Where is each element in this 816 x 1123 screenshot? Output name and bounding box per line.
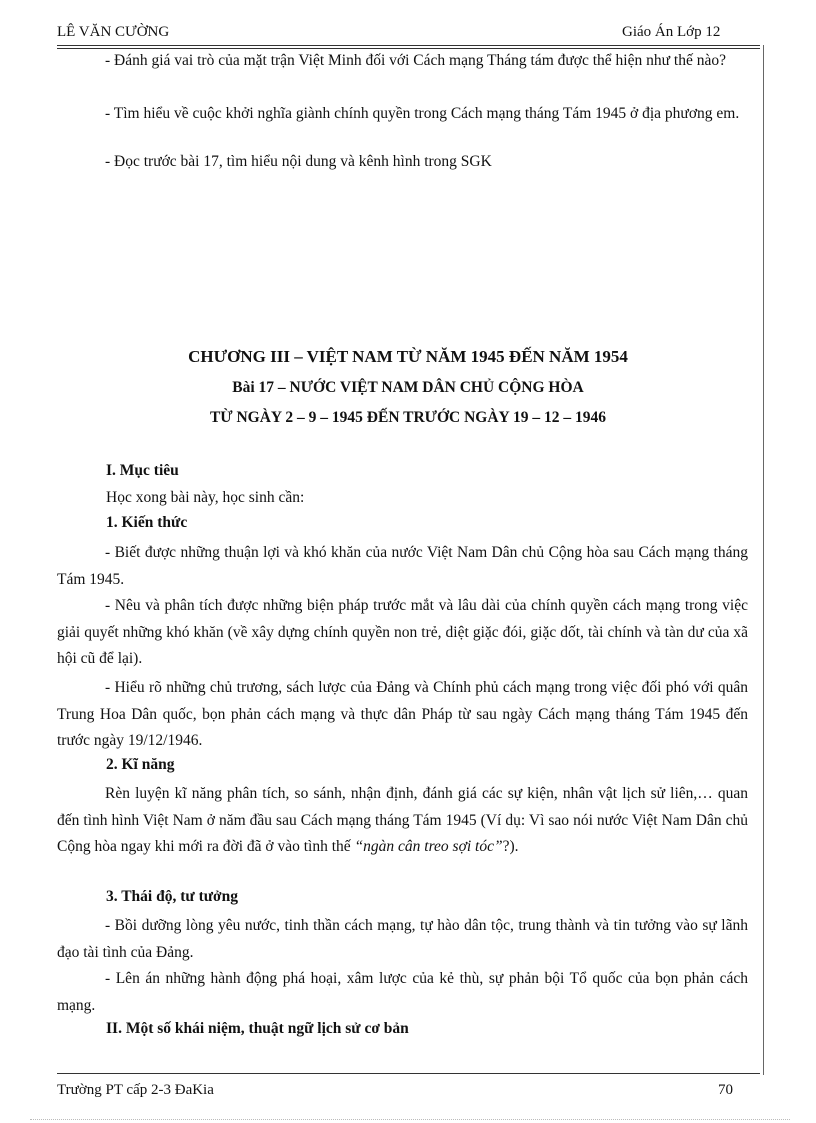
intro-paragraph-3: - Đọc trước bài 17, tìm hiểu nội dung và kênh hình trong SGK bbox=[105, 153, 492, 170]
section-heading-objectives: I. Mục tiêu bbox=[106, 462, 179, 479]
subheading-attitude: 3. Thái độ, tư tưởng bbox=[106, 888, 238, 905]
section-heading-concepts: II. Một số khái niệm, thuật ngữ lịch sử cơ bản bbox=[106, 1020, 409, 1037]
lesson-period: TỪ NGÀY 2 – 9 – 1945 ĐẾN TRƯỚC NGÀY 19 – 12 – 1946 bbox=[209, 409, 607, 426]
knowledge-item-2: - Nêu và phân tích được những biện pháp trước mắt và lâu dài của chính quyền cách mạng trong việc giải quyết những khó khăn (về xây dựng chính quyền non trẻ, diệt giặc đói, giặc dốt, tài chính và tàn dư của xã hội cũ để lại). bbox=[57, 597, 748, 667]
lesson-title: Bài 17 – NƯỚC VIỆT NAM DÂN CHỦ CỘNG HÒA bbox=[232, 379, 584, 396]
objectives-intro: Học xong bài này, học sinh cần: bbox=[106, 489, 305, 506]
attitude-item-2: - Lên án những hành động phá hoại, xâm lược của kẻ thù, sự phản bội Tổ quốc của bọn phản cách mạng. bbox=[57, 970, 748, 1014]
chapter-title: CHƯƠNG III – VIỆT NAM TỪ NĂM 1945 ĐẾN NĂM 1954 bbox=[188, 347, 628, 366]
subheading-knowledge: 1. Kiến thức bbox=[106, 514, 188, 531]
skills-paragraph bbox=[57, 781, 748, 861]
footer-school: Trường PT cấp 2-3 ĐaKia bbox=[57, 1082, 214, 1098]
header-course: Giáo Án Lớp 12 bbox=[622, 24, 721, 40]
skills-quote: “ngàn cân treo sợi tóc” bbox=[354, 838, 503, 855]
skills-text: Rèn luyện kĩ năng phân tích, so sánh, nhận định, đánh giá các sự kiện, nhân vật lịch sử liên,… quan đến tình hình Việt Nam ở năm đầu sau Cách mạng tháng Tám 1945 (Ví dụ: Vì sao nói nước Việt Nam Dân chủ Cộng hòa ngay khi mới ra đời đã ở vào tình thế bbox=[57, 785, 748, 855]
attitude-item-1: - Bồi dưỡng lòng yêu nước, tinh thần cách mạng, tự hào dân tộc, trung thành và tin tưởng vào sự lãnh đạo tài tình của Đảng. bbox=[57, 917, 748, 961]
subheading-skills: 2. Kĩ năng bbox=[106, 756, 175, 773]
knowledge-item-1: - Biết được những thuận lợi và khó khăn của nước Việt Nam Dân chủ Cộng hòa sau Cách mạng tháng Tám 1945. bbox=[57, 544, 748, 588]
knowledge-item-3: - Hiểu rõ những chủ trương, sách lược của Đảng và Chính phủ cách mạng trong việc đối phó với quân Trung Hoa Dân quốc, bọn phản cách mạng và thực dân Pháp từ sau ngày Cách mạng tháng Tám 1945 đến trước ngày 19/12/1946. bbox=[57, 679, 748, 749]
skills-end: ?). bbox=[502, 838, 519, 855]
page-border-right bbox=[763, 45, 764, 1075]
page-number: 70 bbox=[718, 1082, 733, 1098]
footer-rule bbox=[57, 1073, 760, 1074]
page-edge-dots bbox=[30, 1119, 790, 1120]
intro-paragraph-1: - Đánh giá vai trò của mặt trận Việt Minh đối với Cách mạng Tháng tám được thể hiện như thế nào? bbox=[105, 52, 726, 69]
intro-paragraph-2: - Tìm hiểu về cuộc khởi nghĩa giành chính quyền trong Cách mạng tháng Tám 1945 ở địa phương em. bbox=[105, 105, 740, 122]
header-author: LÊ VĂN CƯỜNG bbox=[57, 24, 170, 40]
